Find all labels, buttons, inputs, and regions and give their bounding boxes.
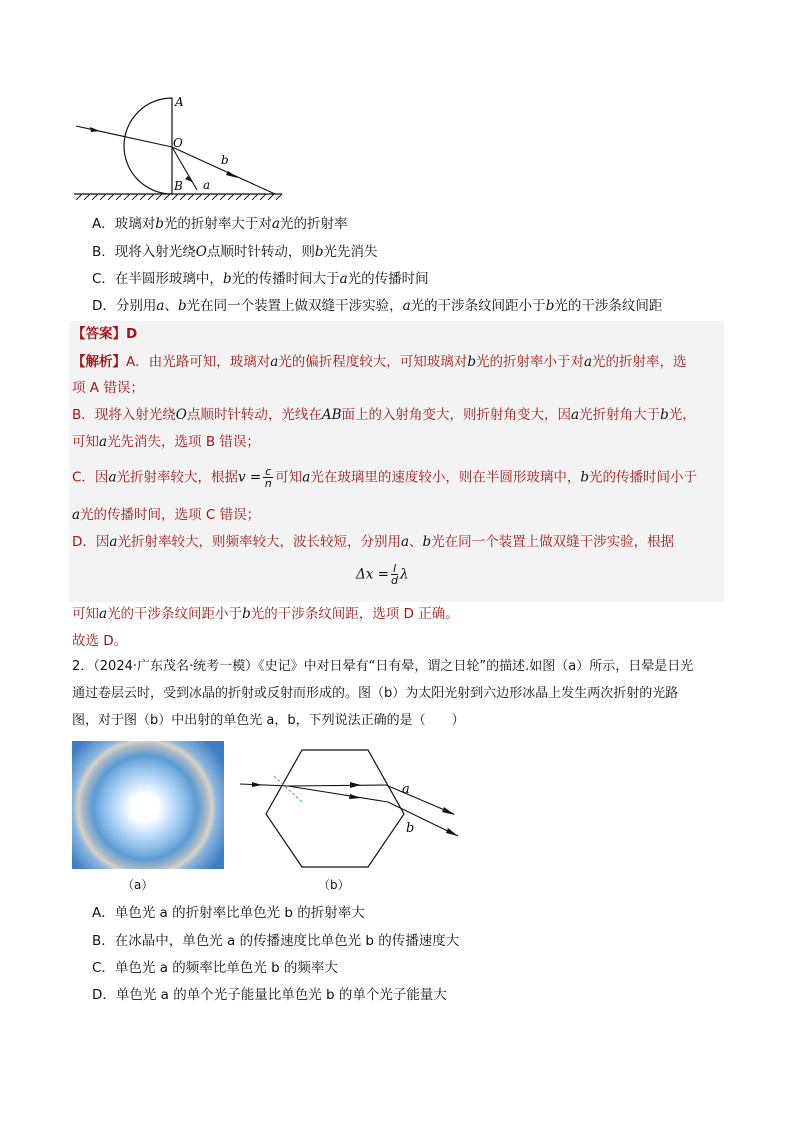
formula-delta-x: Δx = $\frac{l}{d}$ λ [356,562,409,587]
q1-option-c[interactable]: C．在半圆形玻璃中，b光的传播时间大于a光的传播时间 [92,271,429,287]
inner-arrow-b [349,794,361,799]
analysis-line-5: C．因a光折射率较大，根据v = $\frac{c}{n}$ 可知a光在玻璃里的速度较小，则在半圆形玻璃中，b光的传播时间小于 [72,465,698,490]
analysis-line-2: 项 A 错误； [72,380,144,396]
ground-hatch [76,194,282,200]
formula-v-fraction: $\frac{c}{n}$ [264,465,272,490]
inner-arrow-a [350,782,361,788]
q2-option-d[interactable]: D．单色光 a 的单个光子能量比单色光 b 的单个光子能量大 [92,987,447,1003]
q1-option-b[interactable]: B．现将入射光绕O点顺时针转动，则b光先消失 [92,244,378,260]
exit-arrow-a [442,807,455,815]
sunlight-incident-ray [240,784,288,786]
label-ray-b: b [221,153,229,167]
formula-v-lhs: v = [238,469,262,486]
label-light-a: a [402,782,410,797]
q2-option-a[interactable]: A．单色光 a 的折射率比单色光 b 的折射率大 [92,905,365,921]
q2-stem-line-2: 通过卷层云时，受到冰晶的折射或反射而形成的。图（b）为太阳光射到六边形冰晶上发生两次折射的光路 [72,686,679,701]
analysis-line-7: D．因a光折射率较大，则频率较大，波长较短，分别用a、b光在同一个装置上做双缝干涉实验，根据 [72,534,675,550]
inner-ray-b [288,786,388,802]
answer-line: 【答案】D [72,326,138,342]
figure-semicircle-refraction [70,90,290,200]
label-ray-a: a [203,178,211,192]
hexagon-crystal [266,750,404,867]
analysis-line-1: 【解析】A．由光路可知，玻璃对a光的偏折程度较大，可知玻璃对b光的折射率小于对a光的折射率，选 [72,354,687,370]
q2-stem-line-1: 2．（2024·广东茂名·统考一模）《史记》中对日晕有“日有晕，谓之日轮”的描述.如图（a）所示，日晕是日光 [72,659,694,674]
label-B: B [174,179,183,193]
exit-arrow-b [446,828,458,836]
q2-option-c[interactable]: C．单色光 a 的频率比单色光 b 的频率大 [92,960,338,976]
q2-stem-line-3: 图，对于图（b）中出射的单色光 a，b，下列说法正确的是（ ） [72,713,465,728]
inner-ray-a [288,785,386,786]
q1-option-a[interactable]: A．玻璃对b光的折射率大于对a光的折射率 [92,216,348,232]
label-O: O [173,136,183,150]
ray-b-arrow [226,171,238,178]
label-light-b: b [406,821,415,836]
analysis-line-6: a光的传播时间，选项 C 错误； [72,507,261,523]
q1-option-d[interactable]: D．分别用a、b光在同一个装置上做双缝干涉实验，a光的干涉条纹间距小于b光的干涉条纹间距 [92,298,663,314]
analysis-line-4: 可知a光先消失，选项 B 错误； [72,434,260,450]
analysis-line-3: B．现将入射光绕O点顺时针转动，光线在AB面上的入射角变大，则折射角变大，因a光折射角大于b光， [72,407,696,423]
figure-hexagon-refraction [236,746,466,871]
analysis-line-8: 可知a光的干涉条纹间距小于b光的干涉条纹间距，选项 D 正确。 [72,606,459,622]
normal-line [274,776,302,802]
label-A: A [175,95,184,109]
caption-b: （b） [318,878,350,892]
analysis-conclusion: 故选 D。 [72,633,128,649]
semicircle-glass [124,98,172,194]
halo-photo [72,741,224,869]
caption-a: （a） [122,878,154,892]
q2-option-b[interactable]: B．在冰晶中，单色光 a 的传播速度比单色光 b 的传播速度大 [92,933,460,949]
